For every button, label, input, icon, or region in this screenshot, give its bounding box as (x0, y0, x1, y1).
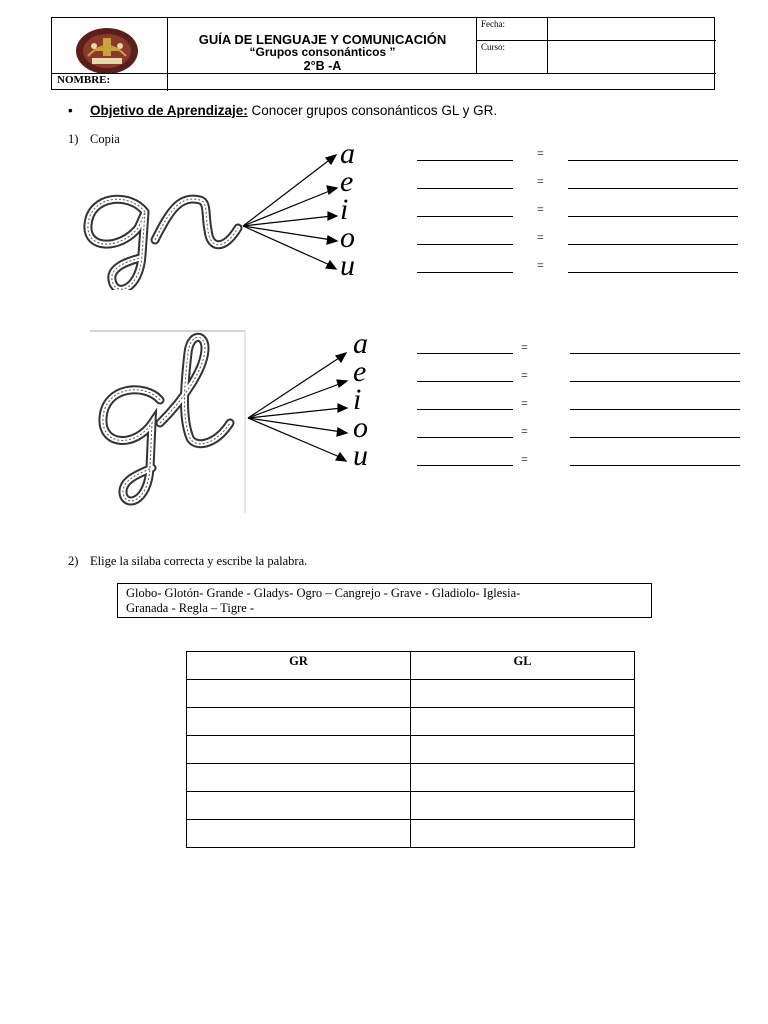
guide-subtitle: “Grupos consonánticos ” (249, 45, 396, 59)
equals-sign: = (521, 396, 528, 410)
word-line[interactable] (570, 465, 740, 466)
arrows (243, 155, 337, 269)
equals-sign: = (537, 146, 544, 160)
vowel-o: o (353, 411, 368, 444)
syllable-line[interactable] (417, 216, 513, 217)
objective-text: Conocer grupos consonánticos GL y GR. (247, 103, 498, 118)
word-line[interactable] (568, 188, 738, 189)
equals-sign: = (521, 452, 528, 466)
syllable-line[interactable] (417, 409, 513, 410)
table-cell[interactable] (187, 792, 411, 820)
grade-label: 2°B -A (303, 59, 342, 73)
word-bank-line: Globo- Glotón- Grande - Gladys- Ogro – Cangrejo - Grave - Gladiolo- Iglesia- (126, 586, 521, 600)
syllable-line[interactable] (417, 244, 513, 245)
word-line[interactable] (568, 272, 738, 273)
vowel-i: i (340, 193, 349, 226)
objective-label: Objetivo de Aprendizaje: (90, 103, 248, 118)
equals-sign: = (537, 258, 544, 272)
vowel-e: e (340, 165, 354, 198)
table-row (187, 820, 635, 848)
equals-sign: = (521, 340, 528, 354)
equals-sign: = (521, 424, 528, 438)
table-cell[interactable] (411, 792, 635, 820)
header-box (51, 17, 715, 90)
bullet: • (68, 103, 73, 118)
classification-table (186, 651, 635, 848)
table-cell[interactable] (411, 680, 635, 708)
table-row (187, 680, 635, 708)
table-row (187, 708, 635, 736)
table-row (187, 764, 635, 792)
vowel-u: u (353, 439, 368, 472)
syllable-line[interactable] (417, 465, 513, 466)
equals-sign: = (537, 230, 544, 244)
gl-exercise-graphic (90, 328, 420, 513)
word-line[interactable] (570, 437, 740, 438)
vowel-u: u (340, 249, 355, 282)
syllable-line[interactable] (417, 381, 513, 382)
word-line[interactable] (570, 409, 740, 410)
word-bank-line: Granada - Regla – Tigre - (126, 601, 255, 615)
question-number: 1) (68, 132, 79, 146)
syllable-line[interactable] (417, 437, 513, 438)
column-header-gl: GL (411, 652, 635, 680)
table-cell[interactable] (411, 708, 635, 736)
question-number: 2) (68, 554, 79, 568)
word-line[interactable] (570, 353, 740, 354)
guide-title: GUÍA DE LENGUAJE Y COMUNICACIÓN (198, 32, 447, 47)
table-cell[interactable] (187, 736, 411, 764)
equals-sign: = (521, 368, 528, 382)
table-cell[interactable] (187, 680, 411, 708)
vowel-o: o (340, 221, 355, 254)
school-logo (74, 26, 140, 76)
table-row (187, 792, 635, 820)
table-header-row (187, 652, 635, 680)
question-2 (68, 554, 307, 569)
vowel-i: i (353, 383, 362, 416)
syllable-line[interactable] (417, 188, 513, 189)
curso-label: Curso: (481, 42, 506, 52)
table-cell[interactable] (411, 736, 635, 764)
column-header-gr: GR (187, 652, 411, 680)
word-line[interactable] (568, 160, 738, 161)
table-cell[interactable] (411, 820, 635, 848)
word-line[interactable] (570, 381, 740, 382)
table-row (187, 736, 635, 764)
gr-vowel-list (340, 137, 355, 282)
table-cell[interactable] (411, 764, 635, 792)
question-text: Elige la silaba correcta y escribe la palabra. (90, 554, 308, 568)
equals-sign: = (537, 202, 544, 216)
gl-vowel-list (353, 327, 368, 472)
word-bank (117, 583, 652, 618)
question-text: Copia (90, 132, 120, 146)
word-line[interactable] (568, 216, 738, 217)
syllable-line[interactable] (417, 160, 513, 161)
vowel-a: a (340, 137, 355, 170)
table-cell[interactable] (187, 820, 411, 848)
syllable-line[interactable] (417, 353, 513, 354)
equals-sign: = (537, 174, 544, 188)
vowel-e: e (353, 355, 367, 388)
vowel-a: a (353, 327, 368, 360)
fecha-label: Fecha: (481, 19, 505, 29)
word-line[interactable] (568, 244, 738, 245)
table-cell[interactable] (187, 708, 411, 736)
syllable-line[interactable] (417, 272, 513, 273)
learning-objective (68, 103, 497, 118)
table-cell[interactable] (187, 764, 411, 792)
nombre-label: NOMBRE: (57, 74, 111, 86)
